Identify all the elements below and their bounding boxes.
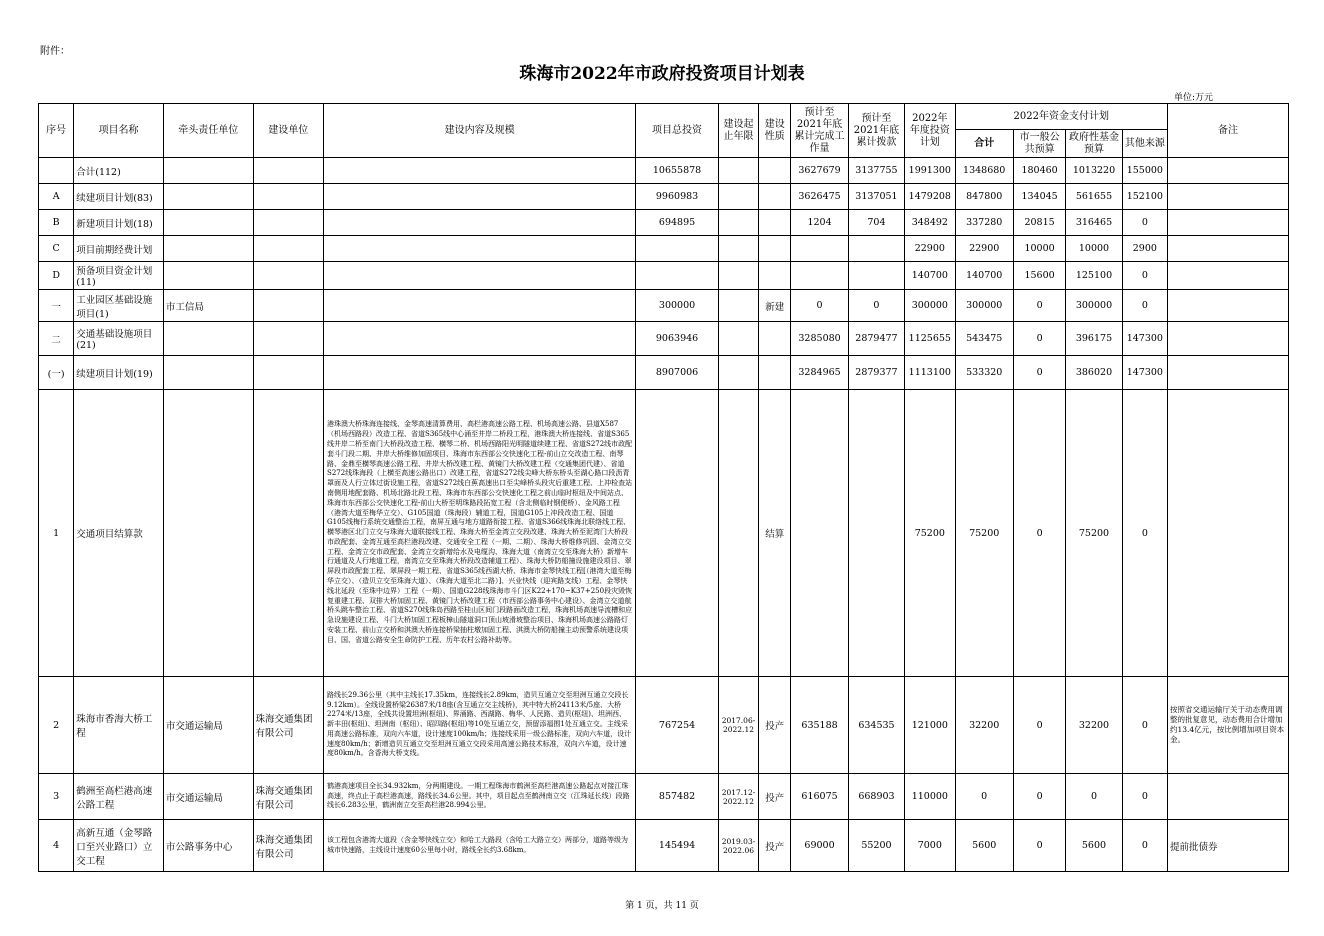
cell-name: 鹤洲至高栏港高速公路工程 [74, 774, 164, 820]
header-content: 建设内容及规模 [324, 104, 636, 158]
table-header [39, 104, 1289, 158]
cell-content [324, 356, 636, 390]
cell-period [718, 158, 758, 184]
cell-remark [1168, 210, 1289, 236]
cell-builder [253, 390, 324, 677]
header-fund-general: 市一般公共预算 [1013, 130, 1065, 158]
cell-done: 3627679 [791, 158, 848, 184]
cell-period: 2017.06-2022.12 [718, 677, 758, 774]
cell-nature [759, 356, 791, 390]
cell-fund-general: 15600 [1013, 262, 1065, 290]
cell-fund-other: 0 [1122, 262, 1167, 290]
cell-lead [163, 158, 253, 184]
cell-plan: 140700 [905, 262, 955, 290]
cell-seq: 1 [39, 390, 74, 677]
cell-total [636, 390, 719, 677]
cell-nature [759, 236, 791, 262]
page-footer: 第 1 页，共 11 页 [625, 901, 699, 911]
cell-fund-other: 0 [1122, 290, 1167, 322]
cell-period [718, 290, 758, 322]
cell-fund-total: 22900 [955, 236, 1013, 262]
cell-alloc: 0 [848, 290, 904, 322]
cell-nature: 投产 [759, 820, 791, 872]
header-remark: 备注 [1168, 104, 1289, 158]
cell-remark [1168, 290, 1289, 322]
cell-name: 续建项目计划(19) [74, 356, 164, 390]
table-row [39, 158, 1289, 184]
cell-builder: 珠海交通集团有限公司 [253, 677, 324, 774]
cell-content [324, 236, 636, 262]
cell-seq: A [39, 184, 74, 210]
cell-name: 工业园区基础设施项目(1) [74, 290, 164, 322]
cell-builder: 珠海交通集团有限公司 [253, 820, 324, 872]
cell-total [636, 262, 719, 290]
cell-remark [1168, 158, 1289, 184]
cell-fund-general: 0 [1013, 322, 1065, 356]
cell-fund-other: 2900 [1122, 236, 1167, 262]
cell-seq: 一 [39, 290, 74, 322]
cell-lead [163, 322, 253, 356]
cell-seq: B [39, 210, 74, 236]
header-plan-2022: 2022年年度投资计划 [905, 104, 955, 158]
cell-lead: 市交通运输局 [163, 677, 253, 774]
cell-done [791, 262, 848, 290]
cell-alloc: 668903 [848, 774, 904, 820]
cell-content [324, 262, 636, 290]
cell-nature [759, 158, 791, 184]
header-total: 项目总投资 [636, 104, 719, 158]
cell-fund-gov: 316465 [1066, 210, 1122, 236]
cell-content: 鹤港高速项目全长34.932km，分两期建设。一期工程珠海市鹤洲至高栏港高速公路起点对接江珠高速，终点止于高栏港高速，路线长34.6公里。其中，项目起点至鹤洲南立交（江珠延长线）段路线长6.283公里，鹤洲南立交至高栏港28.994公里。 [324, 774, 636, 820]
cell-fund-total: 140700 [955, 262, 1013, 290]
cell-content [324, 322, 636, 356]
cell-plan: 75200 [905, 390, 955, 677]
cell-alloc: 2879477 [848, 322, 904, 356]
cell-alloc: 2879377 [848, 356, 904, 390]
cell-plan: 1125655 [905, 322, 955, 356]
cell-fund-gov: 561655 [1066, 184, 1122, 210]
header-builder: 建设单位 [253, 104, 324, 158]
cell-seq: 二 [39, 322, 74, 356]
cell-fund-gov: 386020 [1066, 356, 1122, 390]
cell-nature: 投产 [759, 677, 791, 774]
cell-seq [39, 158, 74, 184]
cell-content [324, 184, 636, 210]
cell-lead [163, 210, 253, 236]
cell-name: 珠海市香海大桥工程 [74, 677, 164, 774]
table-row [39, 322, 1289, 356]
cell-lead [163, 184, 253, 210]
cell-period [718, 356, 758, 390]
table-row [39, 390, 1289, 677]
cell-done: 3284965 [791, 356, 848, 390]
cell-builder [253, 322, 324, 356]
cell-fund-total: 0 [955, 774, 1013, 820]
cell-fund-general: 134045 [1013, 184, 1065, 210]
cell-lead [163, 262, 253, 290]
cell-seq: D [39, 262, 74, 290]
cell-seq: 3 [39, 774, 74, 820]
table-row [39, 677, 1289, 774]
cell-total [636, 236, 719, 262]
cell-builder [253, 236, 324, 262]
cell-fund-total: 32200 [955, 677, 1013, 774]
cell-fund-general: 10000 [1013, 236, 1065, 262]
cell-alloc: 3137051 [848, 184, 904, 210]
cell-name: 新建项目计划(18) [74, 210, 164, 236]
header-nature: 建设性质 [759, 104, 791, 158]
cell-lead: 市交通运输局 [163, 774, 253, 820]
table-row [39, 820, 1289, 872]
cell-fund-gov: 0 [1066, 774, 1122, 820]
table-row [39, 184, 1289, 210]
cell-fund-other: 147300 [1122, 356, 1167, 390]
cell-plan: 1479208 [905, 184, 955, 210]
cell-alloc [848, 390, 904, 677]
cell-fund-total: 5600 [955, 820, 1013, 872]
cell-fund-gov: 32200 [1066, 677, 1122, 774]
cell-content [324, 290, 636, 322]
attachment-label: 附件： [40, 46, 70, 57]
cell-fund-other: 0 [1122, 774, 1167, 820]
cell-builder [253, 210, 324, 236]
cell-alloc: 3137755 [848, 158, 904, 184]
header-done-2021: 预计至2021年底累计完成工作量 [791, 104, 848, 158]
cell-fund-total: 533320 [955, 356, 1013, 390]
investment-plan-table [38, 103, 1289, 872]
table-row [39, 290, 1289, 322]
cell-period: 2019.03-2022.06 [718, 820, 758, 872]
cell-name: 项目前期经费计划 [74, 236, 164, 262]
cell-fund-other: 147300 [1122, 322, 1167, 356]
cell-nature: 结算 [759, 390, 791, 677]
cell-fund-total: 847800 [955, 184, 1013, 210]
page-title: 珠海市2022年市政府投资项目计划表 [519, 64, 805, 84]
cell-content: 港珠澳大桥珠海连接线、金琴高速清算费用、高栏港高速公路工程、机场高速公路、县道X587（机场西路段）改造工程、省道S365线中心涌至井岸二桥段工程，港珠澳大桥连接线、省道S365线井岸二桥至南门大桥段改造工程、横琴二桥、机场西路阳光明隧道续建工程、省道S272线市政配套斗门段二期、井岸大桥维修加固项目、珠海市东西部公交快速化工程-前山立交改造工程、南琴路、金鼎至横琴高速公路工程、井岸大桥改建工程、黄镜门大桥改建工程（交通集团代建）、省道S272线珠海段（上横至高速公路出口）改建工程，省道S272线尖峰大桥东桥头至湖心路口段沥青罩面及人行立体过街设施工程，省道S272线白蕉高速出口至尖峰桥头段灾后重建工程、上冲检查站南侧用地配套路、机场北路北段工程、珠海市东西部公交快速化工程之前山临时枢纽及中间站点、珠海市东西部公交快速化工程-前山大桥至明珠路段拓宽工程（含北侧临时钢便桥）、金风路工程（港湾大道至梅华立交）、G105国道（珠海段）辅道工程，国道G105上冲段改造工程、国道G105线梅行系统交通整治工程，南屏互通与地方道路衔接工程、省道S366线珠海北联络线工程、横琴港区北门立交与珠海大道联接线工程、珠海大桥至金湾立交段改建、珠海大桥至泥湾门大桥段市政配套、金湾互通至高栏港段改建、交通安全工程（一期、二期）、珠海大桥维修巩固、金湾立交工程、金湾立交市政配套、金湾立交新增给水及电缆沟、珠海大道（南湾立交至珠海大桥）新增车行通道及人行地道工程，南湾立交至珠海大桥段改造辅道工程）、珠海大桥防船撞设施建设项目、翠屏段市政配套工程、翠屏段一期工程、省道S365线西湖大桥、珠海市金琴快线工程[（港湾大道至梅华立交）、（造贝立交至珠海大道）、（珠海大道至北二路）]、兴业快线（迎宾路支线）工程、金琴快线北延段（至珠中边界）工程（一期）、国道G228线珠海市斗门区K22+170~K37+250段灾毁恢复重建工程、双排大桥加固工程、黄镜门大桥改建工程（市西部公路事务中心建设）、金湾立交道航桥头跳车整治工程、省道S270线珠岛西路至桂山区间门段路面改造工程，珠海机场高速导流槽和应急设施建设工程、斗门大桥加固工程板樟山隧道洞口顶山坡滑坡整治项目、珠海机场高速公路路灯安装工程、前山立交桥和淇澳大桥连接桥梁抽柱墩加固工程、淇澳大桥防船撞主动预警系统建设项目、国、省道公路安全生命防护工程、历年农村公路补助等。 [324, 390, 636, 677]
cell-fund-total: 337280 [955, 210, 1013, 236]
cell-fund-gov: 75200 [1066, 390, 1122, 677]
cell-fund-general: 20815 [1013, 210, 1065, 236]
cell-plan: 300000 [905, 290, 955, 322]
cell-remark [1168, 322, 1289, 356]
cell-content: 该工程包含港湾大道段（含金琴快线立交）和哈工大路段（含哈工大路立交）两部分，道路等级为城市快速路，主线设计速度60公里每小时，路线全长约3.68km。 [324, 820, 636, 872]
cell-nature [759, 210, 791, 236]
cell-builder [253, 290, 324, 322]
cell-fund-gov: 125100 [1066, 262, 1122, 290]
table-row [39, 236, 1289, 262]
header-period: 建设起止年限 [718, 104, 758, 158]
cell-fund-gov: 300000 [1066, 290, 1122, 322]
cell-period [718, 210, 758, 236]
cell-plan: 7000 [905, 820, 955, 872]
cell-fund-general: 180460 [1013, 158, 1065, 184]
cell-done: 635188 [791, 677, 848, 774]
cell-fund-other: 155000 [1122, 158, 1167, 184]
cell-alloc: 634535 [848, 677, 904, 774]
cell-plan: 1113100 [905, 356, 955, 390]
table-row [39, 210, 1289, 236]
cell-content [324, 210, 636, 236]
cell-fund-general: 0 [1013, 356, 1065, 390]
cell-alloc: 704 [848, 210, 904, 236]
cell-total: 145494 [636, 820, 719, 872]
cell-fund-total: 1348680 [955, 158, 1013, 184]
cell-lead [163, 356, 253, 390]
cell-nature [759, 322, 791, 356]
cell-fund-gov: 1013220 [1066, 158, 1122, 184]
cell-plan: 121000 [905, 677, 955, 774]
cell-lead: 市工信局 [163, 290, 253, 322]
cell-fund-other: 0 [1122, 390, 1167, 677]
cell-remark: 按照省交通运输厅关于动态费用调整的批复意见，动态费用合计增加约13.4亿元，按比例增加项目资本金。 [1168, 677, 1289, 774]
cell-seq: 2 [39, 677, 74, 774]
cell-name: 交通项目结算款 [74, 390, 164, 677]
header-lead: 牵头责任单位 [163, 104, 253, 158]
header-name: 项目名称 [74, 104, 164, 158]
cell-plan: 22900 [905, 236, 955, 262]
table-body [39, 158, 1289, 872]
cell-total: 10655878 [636, 158, 719, 184]
cell-builder [253, 184, 324, 210]
cell-fund-other: 0 [1122, 820, 1167, 872]
table-row [39, 774, 1289, 820]
cell-remark [1168, 184, 1289, 210]
cell-fund-total: 75200 [955, 390, 1013, 677]
cell-total: 694895 [636, 210, 719, 236]
cell-done: 3285080 [791, 322, 848, 356]
cell-fund-total: 543475 [955, 322, 1013, 356]
cell-fund-gov: 10000 [1066, 236, 1122, 262]
cell-seq: C [39, 236, 74, 262]
cell-total: 767254 [636, 677, 719, 774]
cell-nature [759, 184, 791, 210]
cell-total: 857482 [636, 774, 719, 820]
cell-content [324, 158, 636, 184]
cell-remark [1168, 356, 1289, 390]
table-row [39, 356, 1289, 390]
cell-fund-other: 0 [1122, 677, 1167, 774]
cell-done: 1204 [791, 210, 848, 236]
cell-builder [253, 262, 324, 290]
cell-plan: 348492 [905, 210, 955, 236]
cell-name: 续建项目计划(83) [74, 184, 164, 210]
cell-nature: 投产 [759, 774, 791, 820]
cell-builder [253, 158, 324, 184]
cell-builder: 珠海交通集团有限公司 [253, 774, 324, 820]
cell-remark [1168, 236, 1289, 262]
header-alloc-2021: 预计至2021年底累计拨款 [848, 104, 904, 158]
cell-remark [1168, 390, 1289, 677]
cell-done: 0 [791, 290, 848, 322]
cell-fund-other: 0 [1122, 210, 1167, 236]
cell-done: 3626475 [791, 184, 848, 210]
cell-alloc [848, 262, 904, 290]
cell-done [791, 390, 848, 677]
header-fund-total: 合计 [955, 130, 1013, 158]
cell-period: 2017.12-2022.12 [718, 774, 758, 820]
cell-done: 69000 [791, 820, 848, 872]
cell-name: 预备项目资金计划(11) [74, 262, 164, 290]
cell-name: 合计(112) [74, 158, 164, 184]
cell-total: 8907006 [636, 356, 719, 390]
cell-remark: 提前批债券 [1168, 820, 1289, 872]
header-seq: 序号 [39, 104, 74, 158]
cell-fund-general: 0 [1013, 290, 1065, 322]
cell-name: 交通基础设施项目(21) [74, 322, 164, 356]
cell-plan: 110000 [905, 774, 955, 820]
cell-fund-gov: 5600 [1066, 820, 1122, 872]
cell-name: 高新互通（金琴路口至兴业路口）立交工程 [74, 820, 164, 872]
cell-plan: 1991300 [905, 158, 955, 184]
cell-fund-general: 0 [1013, 820, 1065, 872]
header-fund-other: 其他来源 [1122, 130, 1167, 158]
cell-alloc [848, 236, 904, 262]
cell-fund-total: 300000 [955, 290, 1013, 322]
cell-fund-other: 152100 [1122, 184, 1167, 210]
cell-period [718, 390, 758, 677]
cell-period [718, 236, 758, 262]
cell-lead [163, 236, 253, 262]
cell-seq: (一) [39, 356, 74, 390]
cell-content: 路线长29.36公里（其中主线长17.35km，连接线长2.89km，造贝互通立交至坦洲互通立交段长9.12km）。全线设置桥梁26387米/18座(含互通立交主线桥)，其中特大桥24113米/5座、大桥2274米/13座，全线共设置坦洲(枢纽)、界涌路、西湖路、梅华、人民路、造贝(枢纽)、坦洲西、新丰田(枢纽)、坦洲南（枢纽）、昭四路(枢纽)等10处互通立交，预留添福围1处互通立交。主线采用高速公路标准，双向六车道，设计速度100km/h；连接线采用一级公路标准，双向六车道，设计速度80km/h；新增造贝互通立交至坦洲互通立交段采用高速公路技术标准，双向六车道，设计速度80km/h。含香海大桥支线。 [324, 677, 636, 774]
cell-fund-general: 0 [1013, 390, 1065, 677]
cell-seq: 4 [39, 820, 74, 872]
cell-lead [163, 390, 253, 677]
cell-period [718, 184, 758, 210]
cell-remark [1168, 262, 1289, 290]
cell-period [718, 262, 758, 290]
cell-fund-general: 0 [1013, 677, 1065, 774]
cell-nature: 新建 [759, 290, 791, 322]
cell-alloc: 55200 [848, 820, 904, 872]
cell-total: 300000 [636, 290, 719, 322]
cell-total: 9960983 [636, 184, 719, 210]
cell-done: 616075 [791, 774, 848, 820]
cell-total: 9063946 [636, 322, 719, 356]
table-row [39, 262, 1289, 290]
cell-done [791, 236, 848, 262]
header-fund-group: 2022年资金支付计划 [955, 104, 1168, 130]
cell-remark [1168, 774, 1289, 820]
cell-fund-general: 0 [1013, 774, 1065, 820]
cell-lead: 市公路事务中心 [163, 820, 253, 872]
cell-nature [759, 262, 791, 290]
header-fund-gov: 政府性基金预算 [1066, 130, 1122, 158]
cell-builder [253, 356, 324, 390]
cell-fund-gov: 396175 [1066, 322, 1122, 356]
unit-label: 单位:万元 [1174, 93, 1214, 103]
cell-period [718, 322, 758, 356]
